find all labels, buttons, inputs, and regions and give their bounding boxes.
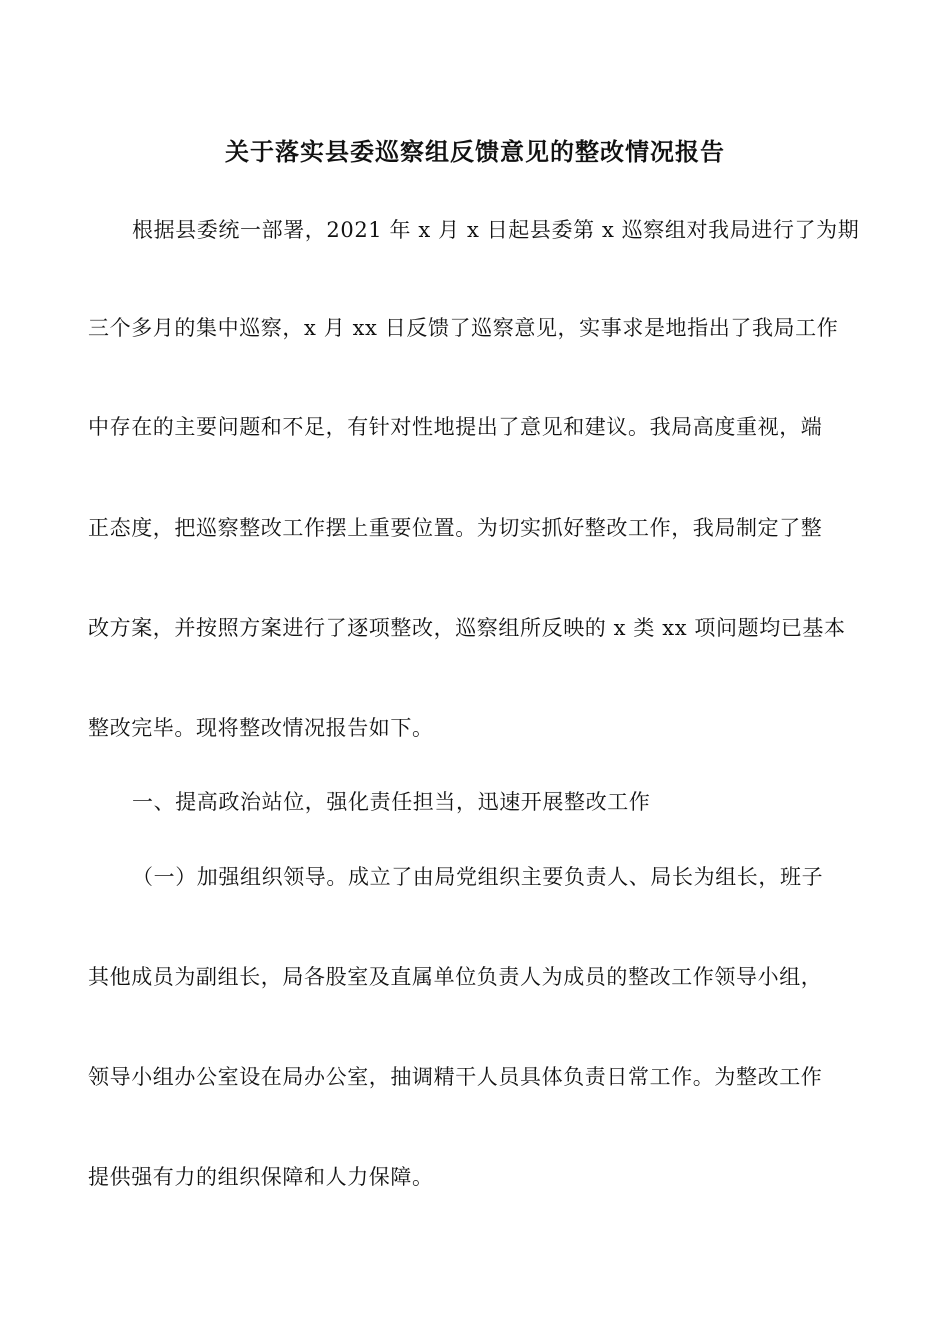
paragraph-1-line-4: 正态度，把巡察整改工作摆上重要位置。为切实抓好整改工作，我局制定了整 [88,516,823,540]
paragraph-1-line-1: 根据县委统一部署，2021 年 x 月 x 日起县委第 x 巡察组对我局进行了为期 [132,218,860,242]
paragraph-1-line-2: 三个多月的集中巡察，x 月 xx 日反馈了巡察意见，实事求是地指出了我局工作 [88,316,839,340]
paragraph-1-line-5: 改方案，并按照方案进行了逐项整改，巡察组所反映的 x 类 xx 项问题均已基本 [88,616,846,640]
paragraph-2-line-2: 其他成员为副组长，局各股室及直属单位负责人为成员的整改工作领导小组， [88,965,823,989]
paragraph-1-line-3: 中存在的主要问题和不足，有针对性地提出了意见和建议。我局高度重视，端 [88,415,823,439]
section-1-heading: 一、提高政治站位，强化责任担当，迅速开展整改工作 [132,790,651,814]
paragraph-1-line-6: 整改完毕。现将整改情况报告如下。 [88,716,434,740]
document-title: 关于落实县委巡察组反馈意见的整改情况报告 [225,137,725,166]
paragraph-2-line-3: 领导小组办公室设在局办公室，抽调精干人员具体负责日常工作。为整改工作 [88,1065,823,1089]
paragraph-2-line-1: （一）加强组织领导。成立了由局党组织主要负责人、局长为组长，班子 [132,865,824,889]
paragraph-2-line-4: 提供强有力的组织保障和人力保障。 [88,1165,434,1189]
